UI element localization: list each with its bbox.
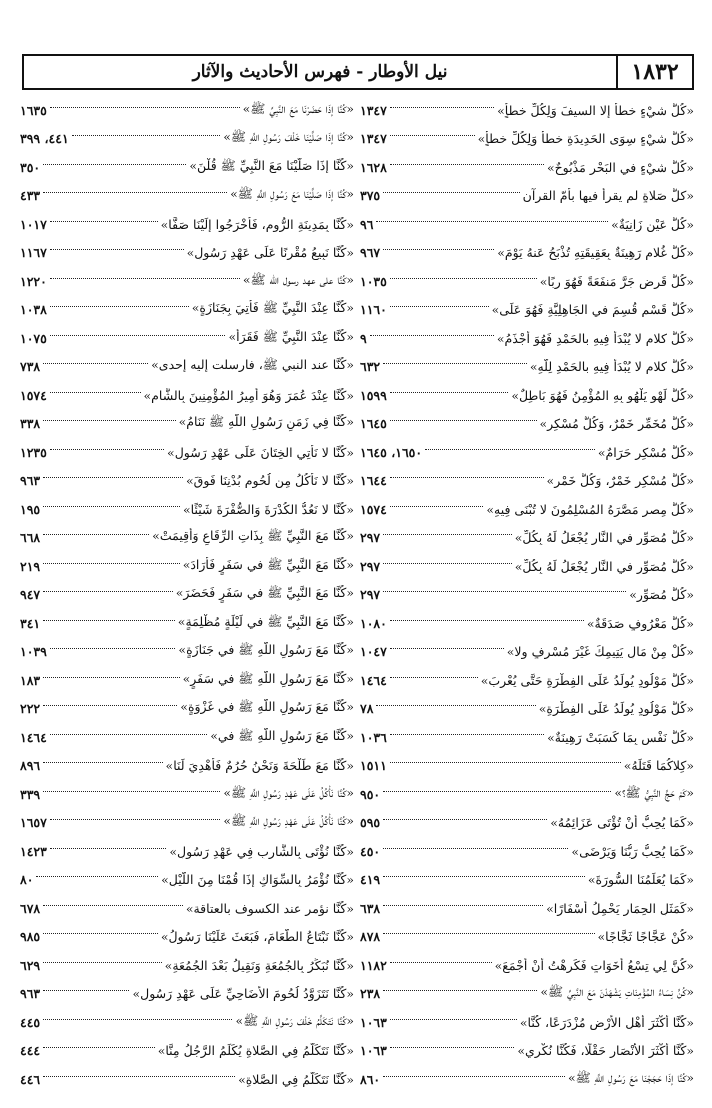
hadith-text: «كُنَّا مَعَ النَّبِيِّ ﷺ بِذَاتِ الرِّقَاعِ وَأُقِيمَتْ» <box>152 528 354 544</box>
page-reference: ٦٦٨ <box>20 530 41 546</box>
dot-leader <box>43 933 158 934</box>
hadith-text: «كُلُّ كلامٍ لا يُبْدَأُ فِيهِ بالحَمْدِ فَهُوَ أَجْذَمُ» <box>496 330 694 346</box>
dot-leader <box>390 962 492 963</box>
index-entry <box>20 780 354 809</box>
hadith-text: «كُنَّا إذَا حَجَجْنَا مَعَ رَسُولِ اللَّهِ ﷺ» <box>567 1069 694 1085</box>
index-entry <box>20 296 354 325</box>
hadith-text: «كُلُّ مَعْرُوفٍ صَدَقَةٌ» <box>586 615 694 631</box>
index-entry <box>360 153 694 182</box>
dot-leader <box>376 705 535 706</box>
hadith-text: «كُنَّا نَأْكُلُ عَلَى عَهْدِ رَسُولِ اللَّهِ ﷺ» <box>223 813 354 829</box>
index-entry <box>360 1008 694 1037</box>
index-entry <box>20 267 354 296</box>
index-entry <box>20 467 354 496</box>
page-reference: ٢٩٧ <box>360 530 381 546</box>
hadith-text: «كُلُّ غُلامٍ رَهِينَةٌ بِعَقِيقَتِهِ تُذْبَحُ عَنهُ يَوْمَ» <box>497 245 694 261</box>
index-entry <box>20 581 354 610</box>
index-entry <box>360 609 694 638</box>
index-entry <box>360 809 694 838</box>
index-entry <box>20 695 354 724</box>
dot-leader <box>43 506 180 507</box>
index-entry <box>360 182 694 211</box>
page-reference: ١٥١١ <box>360 758 387 774</box>
index-entry <box>360 752 694 781</box>
page-reference: ٦٣٨ <box>360 900 381 916</box>
dot-leader <box>50 306 189 307</box>
index-entry <box>360 353 694 382</box>
page-reference: ٤٤٥ <box>20 1014 41 1030</box>
page-reference: ٣٣٨ <box>20 416 41 432</box>
page-reference: ٧٨ <box>360 701 374 717</box>
dot-leader <box>43 1076 235 1077</box>
index-entry <box>20 524 354 553</box>
hadith-text: «كُنَّا أَكْثَرَ أَهْلِ الأَرْضِ مُزْدَرَعًا، كُنَّا» <box>519 1014 694 1030</box>
page-reference: ٧٣٨ <box>20 359 41 375</box>
hadith-text: «كُنَّا إذَا صَلَّيْنَا خَلْفَ رَسُولِ اللَّهِ ﷺ» <box>223 129 354 145</box>
hadith-text: «كَمَا يُحِبُّ رَبُّنَا وَيَرْضَى» <box>571 843 694 859</box>
page-reference: ١٠٣٥ <box>360 273 387 289</box>
index-entry <box>360 695 694 724</box>
page-reference: ٩ <box>360 330 367 346</box>
index-entry <box>20 210 354 239</box>
dot-leader <box>43 534 149 535</box>
page-reference: ١٢٢٠ <box>20 273 47 289</box>
page-reference: ٨٦٠ <box>360 1071 381 1087</box>
page-reference: ٩٦٣ <box>20 986 41 1002</box>
index-entry <box>360 410 694 439</box>
hadith-text: «كلُّ صَلاةٍ لم يقرأ فيها بأمّ القرآن <box>522 188 694 204</box>
hadith-text: «كُلُّ مُخَمِّرٍ خَمْرٌ، وَكُلُّ مُسْكِرٍ» <box>539 416 694 432</box>
page-reference: ٤٤٤ <box>20 1043 41 1059</box>
hadith-text: «كُنَّا عِنْدَ النَّبِيِّ ﷺ فَقَرَأَ» <box>228 328 354 344</box>
dot-leader <box>383 249 494 250</box>
dot-leader <box>425 449 595 450</box>
hadith-text: «كَمَا يُعَلِّمُنَا السُّورَةَ» <box>587 872 694 888</box>
index-entry <box>360 894 694 923</box>
page-reference: ٢٢٢ <box>20 701 41 717</box>
index-entry <box>20 866 354 895</box>
dot-leader <box>43 990 129 991</box>
dot-leader <box>390 392 508 393</box>
index-entry <box>360 552 694 581</box>
page-reference: ١٣٤٧ <box>360 102 387 118</box>
index-entry <box>20 638 354 667</box>
page-reference: ١٤٦٤ <box>20 729 47 745</box>
index-entry <box>20 239 354 268</box>
dot-leader <box>390 164 544 165</box>
hadith-text: «كُلُّ عَيْنٍ زَانِيَةٌ» <box>611 216 694 232</box>
hadith-text: «كُنَّا نَبِيعُ مُقْرِنًا عَلَى عَهْدِ رَسُولِ» <box>186 245 354 261</box>
page-reference: ٤٤٦ <box>20 1071 41 1087</box>
index-entry <box>360 381 694 410</box>
page-reference: ٩٦٧ <box>360 245 381 261</box>
dot-leader <box>383 933 594 934</box>
hadith-text: «كُنَّا لا نَأْكُلُ مِن لُحُومِ بُدْنِنَا فَوقَ» <box>185 473 354 489</box>
dot-leader <box>36 876 158 877</box>
dot-leader <box>383 591 626 592</box>
page-number: ١٨٣٢ <box>616 56 692 88</box>
dot-leader <box>43 905 183 906</box>
page-reference: ١٠١٧ <box>20 216 47 232</box>
page-reference: ٦٣٢ <box>360 359 381 375</box>
dot-leader <box>383 791 611 792</box>
index-entry <box>20 837 354 866</box>
hadith-text: «كُلُّ مُسْكِرٍ خَمْرٌ، وَكُلُّ خَمْرٍ» <box>546 473 694 489</box>
hadith-text: «كُنَّا مَعَ رَسُولِ اللَّهِ ﷺ في غَزْوَةٍ» <box>180 699 354 715</box>
dot-leader <box>50 278 240 279</box>
index-entry <box>360 666 694 695</box>
dot-leader <box>50 221 158 222</box>
page-reference: ١٥٩٩ <box>360 387 387 403</box>
page-reference: ١٠٦٣ <box>360 1014 387 1030</box>
hadith-text: «كُنَّا عِنْدَ النَّبِيِّ ﷺ فَأُتِيَ بِجَنَازَةٍ» <box>191 300 354 316</box>
dot-leader <box>383 1076 565 1077</box>
hadith-text: «كُلْ مِنْ مَالِ يَتِيمِكَ غَيْرَ مُسْرِفٍ ولا» <box>506 644 694 660</box>
hadith-text: «كُنَّا نُؤْمَرُ بِالسِّوَاكِ إِذَا قُمْنَا مِنَ اللَّيْلِ» <box>161 872 354 888</box>
dot-leader <box>43 1047 155 1048</box>
hadith-text: «كُلُّ مِصرٍ مَصَّرَهُ المُسْلِمُونَ لا تُبْنَى فِيهِ» <box>486 501 694 517</box>
dot-leader <box>383 534 512 535</box>
dot-leader <box>43 591 173 592</box>
dot-leader <box>383 876 585 877</box>
dot-leader <box>390 648 504 649</box>
page-reference: ١١٦٠ <box>360 302 387 318</box>
index-entry <box>20 752 354 781</box>
dot-leader <box>50 848 167 849</box>
index-entry <box>360 923 694 952</box>
dot-leader <box>50 819 221 820</box>
dot-leader <box>390 420 537 421</box>
page-reference: ١٠٦٣ <box>360 1043 387 1059</box>
hadith-text: «كُلُّ مُصَوِّرٍ» <box>629 587 694 603</box>
dot-leader <box>50 249 184 250</box>
page-reference: ٩٦ <box>360 216 374 232</box>
dot-leader <box>50 107 240 108</box>
index-entry <box>20 951 354 980</box>
page-reference: ٤١٩ <box>360 872 381 888</box>
hadith-text: «كُنَّا نُبَكِّرُ بِالجُمُعَةِ وَنَقِيلُ بَعْدَ الجُمُعَةِ» <box>164 957 354 973</box>
page-reference: ٣٣٩ <box>20 786 41 802</box>
index-entry <box>20 1008 354 1037</box>
index-entry <box>360 210 694 239</box>
hadith-text: «كُنَّا إذَا حَضَرْنَا مَعَ النَّبِيِّ ﷺ» <box>242 100 354 116</box>
hadith-text: «كُنَّا لا نَأْتِي الخِتَانَ عَلَى عَهْدِ رَسُولِ» <box>167 444 354 460</box>
page-reference: ١٥٧٤ <box>20 387 47 403</box>
page-reference: ٩٨٥ <box>20 929 41 945</box>
page-reference: ٩٤٧ <box>20 587 41 603</box>
dot-leader <box>50 734 207 735</box>
page-reference: ١٠٣٩ <box>20 644 47 660</box>
page-reference: ١٤٦٤ <box>360 672 387 688</box>
index-entry <box>20 609 354 638</box>
hadith-text: «كُنَّا مَعَ طَلْحَةَ وَنَحْنُ حُرُمٌ فَأُهْدِيَ لَنَا» <box>165 758 354 774</box>
page-reference: ٢٩٧ <box>360 587 381 603</box>
page-reference: ١٦٢٨ <box>360 159 387 175</box>
dot-leader <box>383 848 568 849</box>
index-entry <box>360 125 694 154</box>
dot-leader <box>43 563 180 564</box>
dot-leader <box>390 734 544 735</box>
page-reference: ٩٦٣ <box>20 473 41 489</box>
hadith-text: «كُلُّ مُصَوِّرٍ في النَّارِ يُجْعَلُ لَهُ بِكُلِّ» <box>514 558 694 574</box>
index-entry <box>360 866 694 895</box>
dot-leader <box>390 278 537 279</box>
page-reference: ١٣٤٧ <box>360 131 387 147</box>
index-entry <box>20 923 354 952</box>
hadith-text: «كُنَّا مَعَ رَسُولِ اللَّهِ ﷺ في» <box>210 727 354 743</box>
page-reference: ١٦٥٠، ١٦٤٥ <box>360 444 423 460</box>
dot-leader <box>390 1019 517 1020</box>
page-reference: ١٠٧٥ <box>20 330 47 346</box>
dot-leader <box>43 420 175 421</box>
page-reference: ١٦٥٧ <box>20 815 47 831</box>
hadith-text: «كُنَّا نَتَكَلَّمُ خَلْفَ رَسُولِ اللَّهِ ﷺ» <box>235 1012 354 1028</box>
dot-leader <box>43 791 220 792</box>
dot-leader <box>390 477 544 478</box>
hadith-text: «كُنَّا مَعَ النَّبِيِّ ﷺ في سَفَرٍ فَأَرَادَ» <box>182 556 354 572</box>
index-entry <box>360 723 694 752</box>
hadith-text: «كَمْ حَجَّ النَّبِيُّ ﷺ؟» <box>614 784 694 800</box>
index-entry <box>360 296 694 325</box>
index-entry <box>20 1065 354 1094</box>
hadith-text: «كُنَّا بِمَدِينَةِ الرُّومِ، فَأَخْرَجُوا إِلَيْنَا صَفًّا» <box>160 216 354 232</box>
hadith-text: «كُنَّا نُؤْتَى بِالشَّارِبِ فِي عَهْدِ رَسُولِ» <box>169 843 354 859</box>
index-entry <box>20 410 354 439</box>
hadith-text: «كُنَّا إذَا صَلَّيْنَا مَعَ النَّبِيِّ ﷺ قُلْنَ» <box>189 157 354 173</box>
page-reference: ١٥٧٤ <box>360 501 387 517</box>
page-reference: ٦٢٩ <box>20 957 41 973</box>
index-entry <box>20 381 354 410</box>
hadith-text: «كَمَا يُحِبُّ أَنْ تُؤْتَى عَزَائِمُهُ» <box>550 815 694 831</box>
index-entry <box>360 837 694 866</box>
hadith-text: «كُنَّا مَعَ النَّبِيِّ ﷺ في لَيْلَةٍ مُظْلِمَةٍ» <box>177 613 354 629</box>
hadith-text: «كُنَّا نَتَزَوَّدُ لُحُومَ الأَضَاحِيِّ عَلَى عَهْدِ رَسُولِ» <box>132 986 354 1002</box>
dot-leader <box>72 135 221 136</box>
hadith-text: «كُلُّ قَسْمٍ قُسِمَ في الجَاهِلِيَّةِ فَهُوَ عَلَى» <box>491 302 694 318</box>
index-entry <box>360 267 694 296</box>
index-entry <box>20 153 354 182</box>
hadith-text: «كُلُّ مَوْلُودٍ يُولَدُ عَلَى الفِطْرَةِ» <box>538 701 694 717</box>
dot-leader <box>390 506 483 507</box>
hadith-text: «كُنَّا مَعَ رَسُولِ اللَّهِ ﷺ في جَنَازَةٍ» <box>178 642 354 658</box>
index-entry <box>20 666 354 695</box>
page-reference: ٤٥٠ <box>360 843 381 859</box>
dot-leader <box>43 962 162 963</box>
index-column-right <box>360 96 694 1094</box>
dot-leader <box>50 449 164 450</box>
hadith-text: «كُنَّا فِي زَمَنِ رَسُولِ اللَّهِ ﷺ نَنَامُ» <box>178 414 354 430</box>
dot-leader <box>43 164 186 165</box>
hadith-text: «كُلُّ مُسْكِرٍ حَرَامٌ» <box>597 444 694 460</box>
page-reference: ٤٤١، ٣٩٩ <box>20 131 69 147</box>
hadith-text: «كُلُّ مُصَوِّرٍ في النَّارِ يُجْعَلُ لَهُ بِكُلِّ» <box>514 530 694 546</box>
hadith-text: «كُنَّا نَأْكُلُ عَلَى عَهْدِ رَسُولِ اللَّهِ ﷺ» <box>223 784 354 800</box>
index-entry <box>20 182 354 211</box>
dot-leader <box>383 363 527 364</box>
page-reference: ١٢٣٥ <box>20 444 47 460</box>
hadith-text: «كُنْ عَجَّاجًا ثَجَّاجًا» <box>597 929 694 945</box>
index-entry <box>20 96 354 125</box>
page-reference: ١١٨٢ <box>360 957 387 973</box>
page-reference: ١٤٢٣ <box>20 843 47 859</box>
hadith-text: «كُلُّ نَفْسٍ بِمَا كَسَبَتْ رَهِينَةٌ» <box>547 729 694 745</box>
index-column-left <box>20 96 354 1094</box>
page-reference: ٩٥٠ <box>360 786 381 802</box>
hadith-text: «كُنَّ نِسَاءُ المُؤْمِنَاتِ يَشْهَدْنَ مَعَ النَّبِيِّ ﷺ» <box>540 984 694 1000</box>
hadith-text: «كُنَّ لِي تِسْعُ أَخَوَاتٍ فَكَرِهْتُ أَنْ أَجْمَعَ» <box>494 957 694 973</box>
index-entry <box>20 324 354 353</box>
dot-leader <box>390 762 621 763</box>
index-entry <box>20 894 354 923</box>
index-entry <box>20 495 354 524</box>
dot-leader <box>390 306 489 307</box>
dot-leader <box>390 620 584 621</box>
page-reference: ١٠٨٠ <box>360 615 387 631</box>
page-reference: ١٦٣٥ <box>20 102 47 118</box>
page-reference: ١١٦٧ <box>20 245 47 261</box>
dot-leader <box>383 905 543 906</box>
index-entry <box>360 495 694 524</box>
index-entry <box>360 780 694 809</box>
hadith-text: «كُنَّا نَتَكَلَّمُ فِي الصَّلاةِ يُكَلِّمُ الرَّجُلُ مِنَّا» <box>157 1043 354 1059</box>
hadith-text: «كُلُّ شيْءٍ خطأٌ إلا السيفَ وَلِكُلِّ خطأٍ» <box>497 102 694 118</box>
index-entry <box>20 552 354 581</box>
page-reference: ٣٧٥ <box>360 188 381 204</box>
index-entry <box>20 125 354 154</box>
hadith-text: «كُنَّا نَبْتَاعُ الطَّعَامَ، فَبَعَثَ عَلَيْنَا رَسُولُ» <box>160 929 354 945</box>
index-entry <box>20 353 354 382</box>
hadith-text: «كُنَّا إذَا صَلَّيْنَا مَعَ رَسُولِ اللَّهِ ﷺ» <box>230 186 354 202</box>
page-reference: ٥٩٥ <box>360 815 381 831</box>
index-entry <box>360 239 694 268</box>
page-reference: ١٠٣٨ <box>20 302 47 318</box>
index-entry <box>20 1037 354 1066</box>
hadith-text: «كُنَّا عِنْدَ عُمَرَ وَهُوَ أَمِيرُ المُؤْمِنِينَ بِالشَّامِ» <box>143 387 354 403</box>
dot-leader <box>43 620 175 621</box>
dot-leader <box>43 677 179 678</box>
index-entry <box>20 809 354 838</box>
hadith-text: «كُلُّ قَرضٍ جَرَّ مَنفَعَةً فَهُوَ رِبًا» <box>539 273 694 289</box>
hadith-text: «كِلاكُمَا قَتَلَهُ» <box>623 758 694 774</box>
dot-leader <box>50 392 141 393</box>
hadith-text: «كُلُّ كلامٍ لا يُبْدَأُ فِيهِ بالحَمْدِ لِلَّهِ» <box>529 359 694 375</box>
index-entry <box>360 324 694 353</box>
dot-leader <box>390 107 494 108</box>
index-entry <box>20 723 354 752</box>
page-reference: ١٠٣٦ <box>360 729 387 745</box>
index-entry <box>360 581 694 610</box>
page-reference: ٨٩٦ <box>20 758 41 774</box>
dot-leader <box>383 192 520 193</box>
page-reference: ٢١٩ <box>20 558 41 574</box>
hadith-text: «كُنَّا على عهد رسول الله ﷺ» <box>242 271 354 287</box>
hadith-text: «كُنَّا لا نَعُدُّ الكُدْرَةَ وَالصُّفْرَةَ شَيْئًا» <box>183 501 354 517</box>
index-entry <box>360 1037 694 1066</box>
hadith-text: «كُلُّ شيْءٍ سِوَى الحَدِيدَةِ خطأٌ وَلِكُلِّ خطأٍ» <box>477 131 694 147</box>
page-reference: ٤٣٣ <box>20 188 41 204</box>
index-entry <box>360 1065 694 1094</box>
page-reference: ١٩٥ <box>20 501 41 517</box>
page-reference: ٣٥٠ <box>20 159 41 175</box>
page-reference: ٣٤١ <box>20 615 41 631</box>
dot-leader <box>383 563 512 564</box>
dot-leader <box>376 221 608 222</box>
page-header <box>22 54 694 90</box>
hadith-text: «كُنَّا مَعَ رَسُولِ اللَّهِ ﷺ في سَفَرٍ» <box>182 670 354 686</box>
page-reference: ١٠٤٧ <box>360 644 387 660</box>
index-entry <box>360 980 694 1009</box>
dot-leader <box>383 819 547 820</box>
hadith-text: «كُلُّ شيْءٍ في البَحْرِ مَذْبُوحٌ» <box>546 159 694 175</box>
index-entry <box>20 980 354 1009</box>
hadith-text: «كُنَّا عند النبي ﷺ، فارسلت إليه إحدى» <box>151 357 354 373</box>
page-reference: ٨٧٨ <box>360 929 381 945</box>
dot-leader <box>390 677 478 678</box>
hadith-text: «كُنَّا نؤمر عند الكسوف بالعتاقة» <box>185 900 354 916</box>
index-entry <box>360 951 694 980</box>
page-reference: ٨٠ <box>20 872 34 888</box>
page-title: نيل الأوطار - فهرس الأحاديث والآثار <box>192 62 448 82</box>
index-entry <box>360 438 694 467</box>
page-reference: ٢٩٧ <box>360 558 381 574</box>
hadith-text: «كُلُّ مَوْلُودٍ يُولَدُ عَلَى الفِطْرَةِ حَتَّى يُعْرِبَ» <box>480 672 694 688</box>
index-entry <box>360 524 694 553</box>
dot-leader <box>43 192 227 193</box>
hadith-text: «كَمَثَلِ الحِمَارِ يَحْمِلُ أَسْفَارًا» <box>546 900 694 916</box>
dot-leader <box>50 648 176 649</box>
dot-leader <box>383 990 537 991</box>
dot-leader <box>370 335 494 336</box>
index-entry <box>360 96 694 125</box>
hadith-text: «كُنَّا نَتَكَلَّمُ فِي الصَّلاةِ» <box>238 1071 354 1087</box>
dot-leader <box>43 705 177 706</box>
index-entry <box>20 438 354 467</box>
dot-leader <box>43 762 162 763</box>
dot-leader <box>43 477 183 478</box>
page-reference: ١٨٣ <box>20 672 41 688</box>
index-entry <box>360 638 694 667</box>
index-entry <box>360 467 694 496</box>
dot-leader <box>43 363 148 364</box>
hadith-text: «كُنَّا أَكْثَرَ الأَنْصَارِ حَقْلًا، فَكُنَّا نُكْرِي» <box>517 1043 694 1059</box>
dot-leader <box>390 135 475 136</box>
page-reference: ٢٣٨ <box>360 986 381 1002</box>
page-reference: ١٦٤٤ <box>360 473 387 489</box>
page-reference: ٦٧٨ <box>20 900 41 916</box>
page-reference: ١٦٤٥ <box>360 416 387 432</box>
hadith-text: «كُلُّ لَهْوٍ يَلْهُو بِهِ المُؤْمِنُ فَهُوَ بَاطِلٌ» <box>511 387 694 403</box>
hadith-text: «كُنَّا مَعَ النَّبِيِّ ﷺ في سَفَرٍ فَحَضَرَ» <box>175 585 354 601</box>
dot-leader <box>43 1019 232 1020</box>
dot-leader <box>50 335 226 336</box>
dot-leader <box>390 1047 515 1048</box>
